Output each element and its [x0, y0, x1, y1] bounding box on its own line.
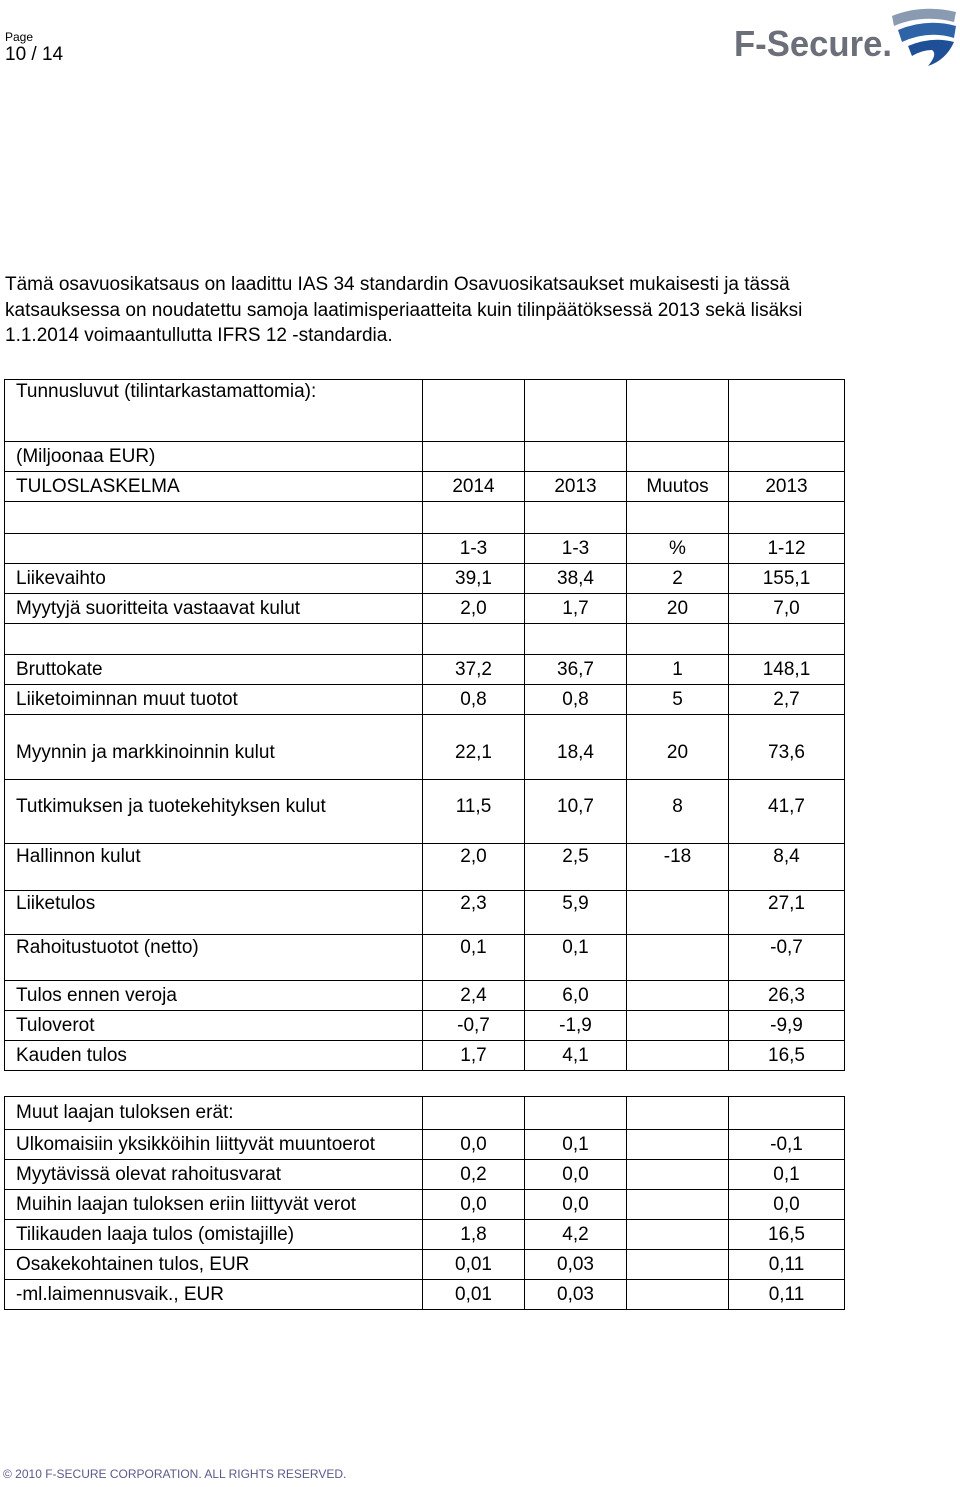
- cell: [627, 935, 729, 981]
- copyright-footer: © 2010 F-SECURE CORPORATION. ALL RIGHTS RESERVED.: [3, 1467, 347, 1481]
- period-cell: %: [627, 534, 729, 564]
- row-label: Bruttokate: [5, 655, 423, 685]
- cell: [627, 1130, 729, 1160]
- table-row: [5, 715, 845, 780]
- cell: 2,7: [729, 685, 845, 715]
- table-row: [5, 1160, 845, 1190]
- cell: 0,1: [525, 1130, 627, 1160]
- row-label: Kauden tulos: [5, 1041, 423, 1071]
- intro-line: 1.1.2014 voimaantullutta IFRS 12 -standardia.: [5, 325, 393, 346]
- intro-line: Tämä osavuosikatsaus on laadittu IAS 34 standardin Osavuosikatsaukset mukaisesti ja tässä: [5, 274, 790, 295]
- cell: 18,4: [525, 715, 627, 780]
- cell: 2,0: [423, 844, 525, 891]
- cell: 36,7: [525, 655, 627, 685]
- table-row: [5, 502, 845, 534]
- cell: 0,0: [525, 1190, 627, 1220]
- period-cell: 1-12: [729, 534, 845, 564]
- table-row: [5, 594, 845, 624]
- statement-title: TULOSLASKELMA: [5, 472, 423, 502]
- table-row: [5, 442, 845, 472]
- cell: 2,0: [423, 594, 525, 624]
- row-label: Liikevaihto: [5, 564, 423, 594]
- table-row: [5, 685, 845, 715]
- cell: 0,11: [729, 1250, 845, 1280]
- row-label: Tutkimuksen ja tuotekehityksen kulut: [5, 780, 423, 844]
- cell: 0,0: [729, 1190, 845, 1220]
- table-row: [5, 1190, 845, 1220]
- cell: 1: [627, 655, 729, 685]
- cell: [627, 1220, 729, 1250]
- period-row: [5, 534, 845, 564]
- row-label: Liiketoiminnan muut tuotot: [5, 685, 423, 715]
- cell: 1,7: [423, 1041, 525, 1071]
- cell: 2,3: [423, 891, 525, 935]
- cell: 20: [627, 594, 729, 624]
- intro-text: [5, 272, 905, 349]
- period-cell: 1-3: [525, 534, 627, 564]
- cell: -0,7: [729, 935, 845, 981]
- cell: 38,4: [525, 564, 627, 594]
- row-label: Muihin laajan tuloksen eriin liittyvät verot: [5, 1190, 423, 1220]
- cell: [627, 1011, 729, 1041]
- row-label: Myytävissä olevat rahoitusvarat: [5, 1160, 423, 1190]
- page-label: Page: [5, 30, 34, 44]
- cell: 27,1: [729, 891, 845, 935]
- cell: 4,1: [525, 1041, 627, 1071]
- table-row: [5, 844, 845, 891]
- income-statement-table: [4, 379, 845, 1310]
- table-row: [5, 981, 845, 1011]
- cell: 22,1: [423, 715, 525, 780]
- table-row: [5, 624, 845, 655]
- cell: [627, 1280, 729, 1310]
- row-label: -ml.laimennusvaik., EUR: [5, 1280, 423, 1310]
- cell: 8: [627, 780, 729, 844]
- cell: 1,8: [423, 1220, 525, 1250]
- table-header-row: [5, 472, 845, 502]
- logo-wordmark: F-Secure.: [734, 23, 892, 64]
- cell: 16,5: [729, 1041, 845, 1071]
- logo-swoosh-icon: [892, 9, 956, 66]
- cell: 2: [627, 564, 729, 594]
- cell: 0,0: [525, 1160, 627, 1190]
- table-row: [5, 1250, 845, 1280]
- cell: 0,11: [729, 1280, 845, 1310]
- cell: 20: [627, 715, 729, 780]
- cell: 1,7: [525, 594, 627, 624]
- cell: 0,03: [525, 1250, 627, 1280]
- cell: 148,1: [729, 655, 845, 685]
- cell: [627, 1041, 729, 1071]
- cell: 0,0: [423, 1130, 525, 1160]
- cell: 11,5: [423, 780, 525, 844]
- cell: [627, 1160, 729, 1190]
- cell: 5: [627, 685, 729, 715]
- section-heading-row: [5, 1097, 845, 1130]
- spacer-row: [5, 1071, 845, 1097]
- cell: 0,1: [525, 935, 627, 981]
- table-row: [5, 1220, 845, 1250]
- row-label: Tulos ennen veroja: [5, 981, 423, 1011]
- cell: 10,7: [525, 780, 627, 844]
- unit-label: (Miljoonaa EUR): [5, 442, 423, 472]
- section-heading: Muut laajan tuloksen erät:: [5, 1097, 423, 1130]
- column-header: 2014: [423, 472, 525, 502]
- cell: [627, 1190, 729, 1220]
- cell: 39,1: [423, 564, 525, 594]
- cell: 37,2: [423, 655, 525, 685]
- cell: 7,0: [729, 594, 845, 624]
- row-label: Ulkomaisiin yksikköihin liittyvät muuntoerot: [5, 1130, 423, 1160]
- row-label: Hallinnon kulut: [5, 844, 423, 891]
- cell: 0,2: [423, 1160, 525, 1190]
- table-row: [5, 935, 845, 981]
- table-row: [5, 891, 845, 935]
- cell: 4,2: [525, 1220, 627, 1250]
- table-title: Tunnusluvut (tilintarkastamattomia):: [5, 380, 423, 442]
- cell: 26,3: [729, 981, 845, 1011]
- page-number: 10 / 14: [5, 44, 64, 65]
- f-secure-logo: [732, 4, 958, 70]
- cell: 0,1: [729, 1160, 845, 1190]
- column-header: Muutos: [627, 472, 729, 502]
- cell: 0,1: [423, 935, 525, 981]
- row-label: Osakekohtainen tulos, EUR: [5, 1250, 423, 1280]
- table-row: [5, 655, 845, 685]
- row-label: Tuloverot: [5, 1011, 423, 1041]
- cell: 0,01: [423, 1250, 525, 1280]
- cell: 0,0: [423, 1190, 525, 1220]
- cell: 2,5: [525, 844, 627, 891]
- cell: [627, 1250, 729, 1280]
- cell: [627, 981, 729, 1011]
- cell: 8,4: [729, 844, 845, 891]
- row-label: Rahoitustuotot (netto): [5, 935, 423, 981]
- table-row: [5, 780, 845, 844]
- cell: -0,1: [729, 1130, 845, 1160]
- table-row: [5, 1130, 845, 1160]
- column-header: 2013: [525, 472, 627, 502]
- cell: 41,7: [729, 780, 845, 844]
- cell: 0,8: [423, 685, 525, 715]
- cell: -1,9: [525, 1011, 627, 1041]
- table-title-row: [5, 380, 845, 442]
- cell: 155,1: [729, 564, 845, 594]
- period-cell: 1-3: [423, 534, 525, 564]
- column-header: 2013: [729, 472, 845, 502]
- cell: -18: [627, 844, 729, 891]
- row-label: Liiketulos: [5, 891, 423, 935]
- intro-line: katsauksessa on noudatettu samoja laatimisperiaatteita kuin tilinpäätöksessä 2013 sekä lisäksi: [5, 299, 803, 321]
- row-label: Myynnin ja markkinoinnin kulut: [5, 715, 423, 780]
- cell: [627, 891, 729, 935]
- table-row: [5, 1011, 845, 1041]
- row-label: Myytyjä suoritteita vastaavat kulut: [5, 594, 423, 624]
- table-row: [5, 564, 845, 594]
- cell: -0,7: [423, 1011, 525, 1041]
- cell: 16,5: [729, 1220, 845, 1250]
- cell: 6,0: [525, 981, 627, 1011]
- table-row: [5, 1041, 845, 1071]
- cell: -9,9: [729, 1011, 845, 1041]
- cell: 2,4: [423, 981, 525, 1011]
- cell: 0,03: [525, 1280, 627, 1310]
- cell: 5,9: [525, 891, 627, 935]
- cell: 0,8: [525, 685, 627, 715]
- row-label: Tilikauden laaja tulos (omistajille): [5, 1220, 423, 1250]
- cell: 0,01: [423, 1280, 525, 1310]
- table-row: [5, 1280, 845, 1310]
- cell: 73,6: [729, 715, 845, 780]
